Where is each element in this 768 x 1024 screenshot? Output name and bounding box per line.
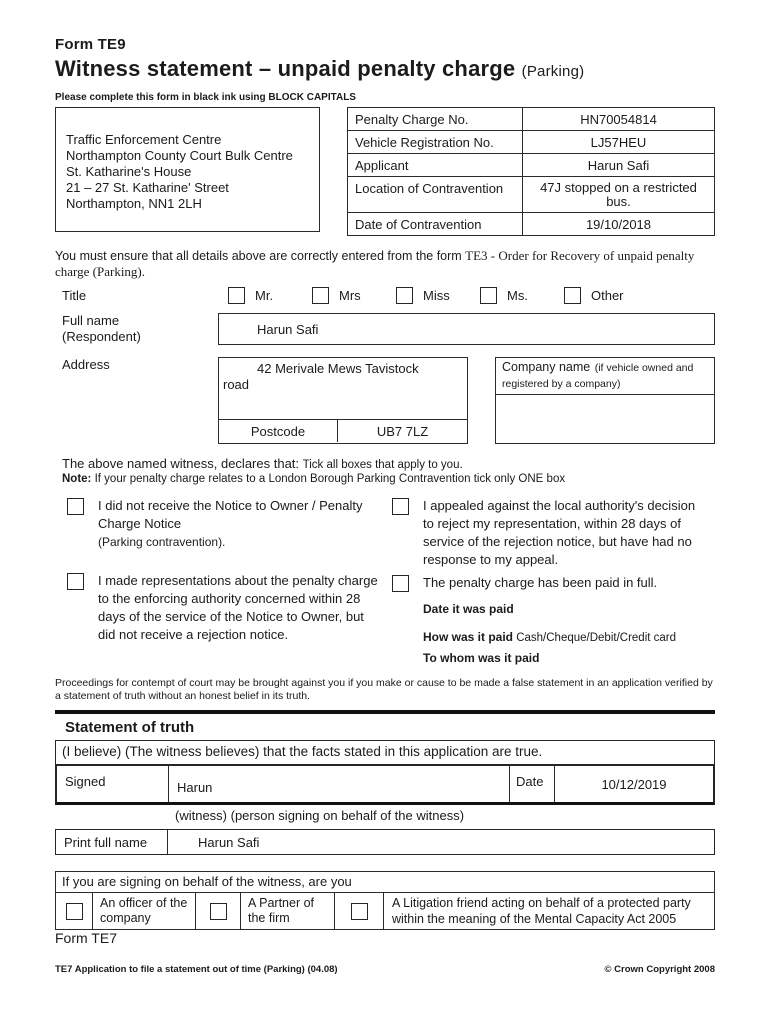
appealed-text: I appealed against the local authority's decision to reject my representation, within 28 days of service of the rejection notice, but have had no response to my appeal.	[423, 498, 696, 567]
penalty-charge-no-label: Penalty Charge No.	[348, 108, 523, 130]
not-receive-checkbox[interactable]	[67, 498, 84, 515]
title-mrs-checkbox[interactable]	[312, 287, 329, 304]
full-name-label-line2: (Respondent)	[62, 329, 141, 344]
contempt-warning: Proceedings for contempt of court may be brought against you if you make or cause to be made a false statement in an application verified by a statement of truth without an honest belief in its truth.	[55, 677, 713, 702]
penalty-charge-no-value[interactable]: HN70054814	[580, 111, 657, 127]
declaration-col-right	[392, 497, 710, 667]
title-option-miss	[396, 287, 480, 304]
top-row	[55, 107, 715, 236]
not-receive-main: I did not receive the Notice to Owner / Penalty Charge Notice	[98, 498, 363, 531]
full-name-label-line1: Full name	[62, 313, 120, 328]
partner-label: A Partner of the firm	[241, 893, 335, 929]
signed-label: Signed	[57, 766, 169, 802]
litigation-friend-label: A Litigation friend acting on behalf of a protected party within the meaning of the Mental Capacity Act 2005	[392, 896, 691, 926]
form-te7-reference: Form TE7	[55, 930, 117, 946]
footer-left-text: TE7 Application to file a statement out of time (Parking) (04.08)	[55, 964, 338, 975]
company-name-label-small: (if vehicle owned and registered by a company)	[502, 362, 694, 390]
page-footer	[55, 964, 715, 975]
how-paid-line	[423, 628, 705, 647]
full-name-label	[55, 313, 218, 345]
date-label: Date	[509, 766, 555, 802]
ensure-note-form-ref: TE3 - Order for Recovery of unpaid penalty charge (Parking).	[55, 248, 695, 279]
vehicle-reg-label: Vehicle Registration No.	[348, 131, 523, 153]
postcode-field[interactable]: UB7 7LZ	[376, 423, 429, 439]
title-label: Title	[62, 287, 87, 303]
paid-full-checkbox[interactable]	[392, 575, 409, 592]
title-miss-label: Miss	[423, 287, 450, 303]
page-title-text: Witness statement – unpaid penalty charge	[55, 56, 516, 81]
declaration-col-left	[55, 497, 392, 667]
applicant-value[interactable]: Harun Safi	[587, 157, 650, 173]
crown-copyright: © Crown Copyright 2008	[604, 964, 715, 975]
page-title-suffix: (Parking)	[521, 63, 585, 80]
postcode-row	[219, 419, 467, 442]
form-number-heading: Form TE9	[55, 36, 126, 53]
company-name-header	[496, 358, 714, 395]
court-address-box	[55, 107, 320, 232]
contravention-date-label: Date of Contravention	[348, 213, 523, 235]
how-paid-options: Cash/Cheque/Debit/Credit card	[513, 632, 677, 644]
table-row	[348, 176, 714, 212]
paid-full-text	[423, 574, 705, 667]
title-miss-checkbox[interactable]	[396, 287, 413, 304]
company-name-label: Company name	[502, 360, 591, 374]
statement-of-truth-heading: Statement of truth	[65, 719, 195, 736]
title-other-label: Other	[591, 287, 624, 303]
declares-text: The above named witness, declares that:	[62, 456, 300, 471]
partner-checkbox-cell	[196, 893, 241, 929]
declaration-intro	[55, 456, 715, 485]
how-paid-label: How was it paid	[423, 630, 514, 644]
behalf-heading: If you are signing on behalf of the witness, are you	[56, 872, 714, 893]
postcode-label: Postcode	[219, 420, 338, 442]
partner-checkbox[interactable]	[210, 903, 227, 920]
not-receive-small: (Parking contravention).	[98, 535, 226, 549]
address-box	[218, 357, 468, 444]
company-name-field[interactable]	[496, 395, 714, 443]
title-option-mrs	[312, 287, 396, 304]
location-label: Location of Contravention	[348, 177, 523, 212]
made-representations-checkbox[interactable]	[67, 573, 84, 590]
applicant-label: Applicant	[348, 154, 523, 176]
decl-made-representations	[67, 572, 392, 644]
print-name-label: Print full name	[56, 830, 168, 854]
court-address-line: Traffic Enforcement Centre	[66, 132, 222, 147]
behalf-options-row	[56, 893, 714, 929]
section-divider	[55, 710, 715, 714]
note-label: Note:	[62, 473, 92, 485]
signature-row	[55, 764, 715, 805]
contravention-date-value[interactable]: 19/10/2018	[585, 216, 652, 232]
ensure-note-sans: You must ensure that all details above are correctly entered from the form	[55, 249, 466, 263]
decl-appealed	[392, 497, 710, 569]
made-representations-text: I made representations about the penalty charge to the enforcing authority concerned within 28 days of the service of the Notice to Owner, but did not receive a rejection notice.	[98, 573, 378, 642]
title-ms-label: Ms.	[507, 287, 528, 303]
title-row	[55, 285, 715, 305]
title-ms-checkbox[interactable]	[480, 287, 497, 304]
not-receive-text	[98, 497, 380, 551]
paid-full-main: The penalty charge has been paid in full.	[423, 575, 658, 590]
title-mr-label: Mr.	[255, 287, 274, 303]
table-row	[348, 153, 714, 176]
note-text: If your penalty charge relates to a London Borough Parking Contravention tick only ONE box	[94, 473, 566, 485]
officer-checkbox[interactable]	[66, 903, 83, 920]
behalf-table	[55, 871, 715, 930]
table-row	[348, 212, 714, 235]
print-name-field[interactable]: Harun Safi	[198, 834, 260, 850]
officer-checkbox-cell	[56, 893, 93, 929]
whom-paid-label: To whom was it paid	[423, 651, 540, 665]
title-mr-checkbox[interactable]	[228, 287, 245, 304]
full-name-row	[55, 313, 715, 345]
page-title	[55, 56, 715, 82]
court-address-line: Northampton County Court Bulk Centre	[66, 148, 293, 163]
court-address-line: Northampton, NN1 2LH	[66, 196, 202, 211]
vehicle-reg-value[interactable]: LJ57HEU	[590, 134, 647, 150]
title-other-checkbox[interactable]	[564, 287, 581, 304]
date-paid-label: Date it was paid	[423, 602, 514, 616]
witness-caption: (witness) (person signing on behalf of the witness)	[175, 808, 465, 823]
court-address-line: St. Katharine's House	[66, 164, 192, 179]
ensure-details-note	[55, 248, 710, 280]
full-name-field[interactable]	[218, 313, 715, 345]
print-name-row	[55, 829, 715, 855]
title-option-mr	[228, 287, 312, 304]
litigation-friend-checkbox-cell	[335, 893, 384, 929]
address-field[interactable]: 42 Merivale Mews Tavistock road	[223, 361, 419, 392]
company-name-box	[495, 357, 715, 444]
location-value[interactable]: 47J stopped on a restricted bus.	[540, 180, 697, 209]
decl-not-receive	[67, 497, 392, 551]
court-address-line: 21 – 27 St. Katharine' Street	[66, 180, 229, 195]
form-content	[55, 36, 715, 930]
fill-instruction: Please complete this form in black ink using BLOCK CAPITALS	[55, 92, 356, 103]
declaration-intro-line1	[62, 456, 715, 471]
declaration-intro-line2	[62, 473, 715, 485]
title-option-other	[564, 287, 648, 304]
date-field[interactable]: 10/12/2019	[601, 776, 667, 792]
table-row	[348, 108, 714, 130]
table-row	[348, 130, 714, 153]
litigation-friend-checkbox[interactable]	[351, 903, 368, 920]
full-name-value: Harun Safi	[257, 321, 319, 337]
signature-field[interactable]: Harun	[177, 779, 213, 795]
decl-paid-full	[392, 574, 710, 667]
penalty-details-table	[347, 107, 715, 236]
officer-label: An officer of the company	[93, 893, 196, 929]
address-label: Address	[62, 357, 110, 372]
declaration-options	[55, 497, 715, 667]
title-mrs-label: Mrs	[339, 287, 361, 303]
appealed-checkbox[interactable]	[392, 498, 409, 515]
belief-statement-box: (I believe) (The witness believes) that the facts stated in this application are true.	[55, 740, 715, 764]
tick-all-text: Tick all boxes that apply to you.	[302, 459, 463, 471]
title-option-ms	[480, 287, 564, 304]
address-row	[55, 357, 715, 444]
